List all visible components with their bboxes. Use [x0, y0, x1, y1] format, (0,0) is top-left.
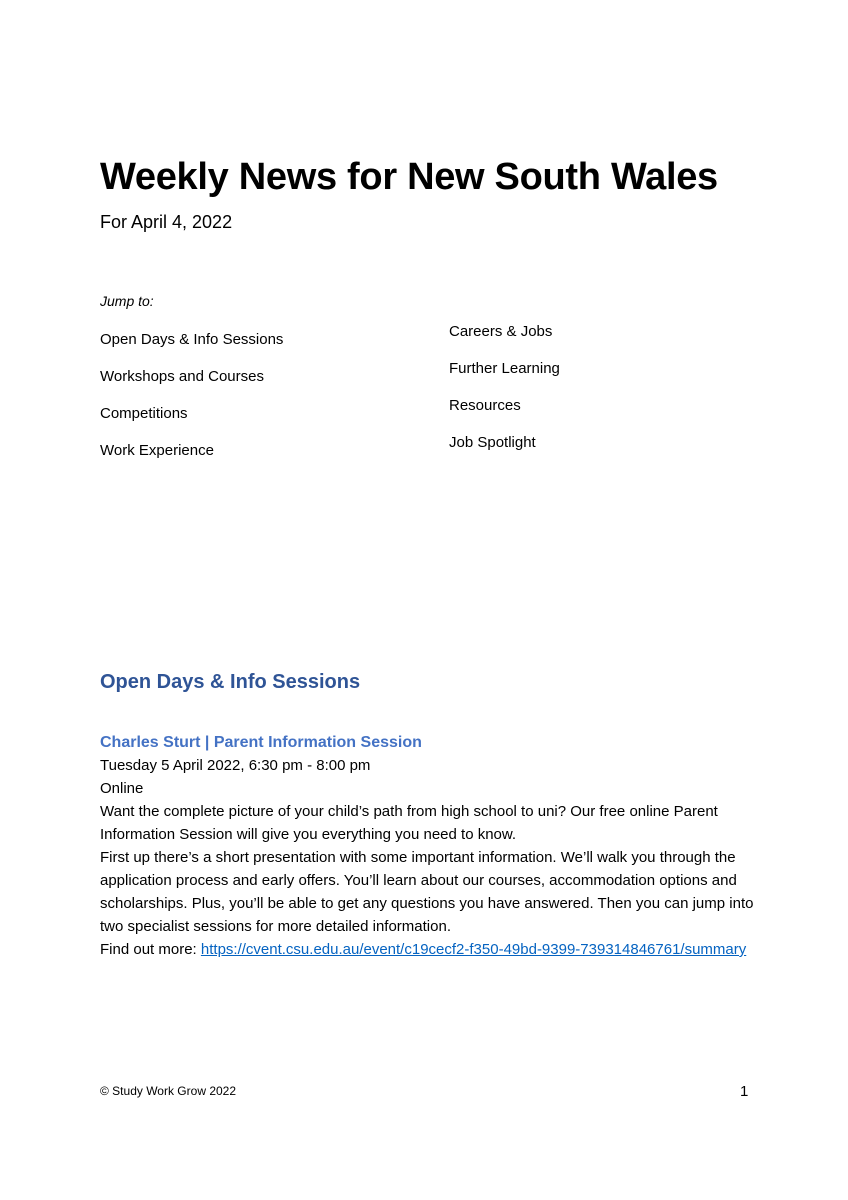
jump-link-careers-jobs[interactable]: Careers & Jobs [449, 323, 553, 340]
link-prefix: Find out more: [100, 941, 201, 958]
jump-to-list-right [449, 322, 560, 470]
jump-link-further-learning[interactable]: Further Learning [449, 360, 560, 377]
footer-copyright: © Study Work Grow 2022 [100, 1084, 237, 1098]
article-paragraph: Want the complete picture of your child’s path from high school to uni? Our free online Parent Information Session will give you everything you need to know. [100, 803, 718, 843]
article-title: Charles Sturt | Parent Information Session [100, 734, 422, 751]
jump-to-list-left [100, 330, 283, 478]
article-link-line [100, 938, 760, 961]
jump-link-job-spotlight[interactable]: Job Spotlight [449, 434, 536, 451]
jump-to-label: Jump to: [100, 293, 154, 309]
find-out-more-link[interactable]: https://cvent.csu.edu.au/event/c19cecf2-f350-49bd-9399-739314846761/summary [200, 941, 747, 958]
jump-link-competitions[interactable]: Competitions [100, 405, 188, 422]
jump-link-open-days[interactable]: Open Days & Info Sessions [100, 331, 284, 348]
section-heading-open-days: Open Days & Info Sessions [100, 671, 361, 693]
jump-link-workshops[interactable]: Workshops and Courses [100, 368, 264, 385]
page-number: 1 [740, 1083, 749, 1100]
page-title: Weekly News for New South Wales [100, 156, 718, 198]
issue-date: For April 4, 2022 [100, 212, 233, 232]
article-datetime: Tuesday 5 April 2022, 6:30 pm - 8:00 pm [100, 757, 371, 774]
jump-link-work-experience[interactable]: Work Experience [100, 442, 214, 459]
article-location: Online [100, 780, 144, 797]
article-paragraph: First up there’s a short presentation with some important information. We’ll walk you through the application process and early offers. You’ll learn about our courses, accommodation options and scholarships. Plus, you’ll be able to get any questions you have answered. Then you can jump into two specialist sessions for more detailed information. [100, 849, 754, 935]
article-card [100, 732, 760, 961]
jump-link-resources[interactable]: Resources [449, 397, 521, 414]
